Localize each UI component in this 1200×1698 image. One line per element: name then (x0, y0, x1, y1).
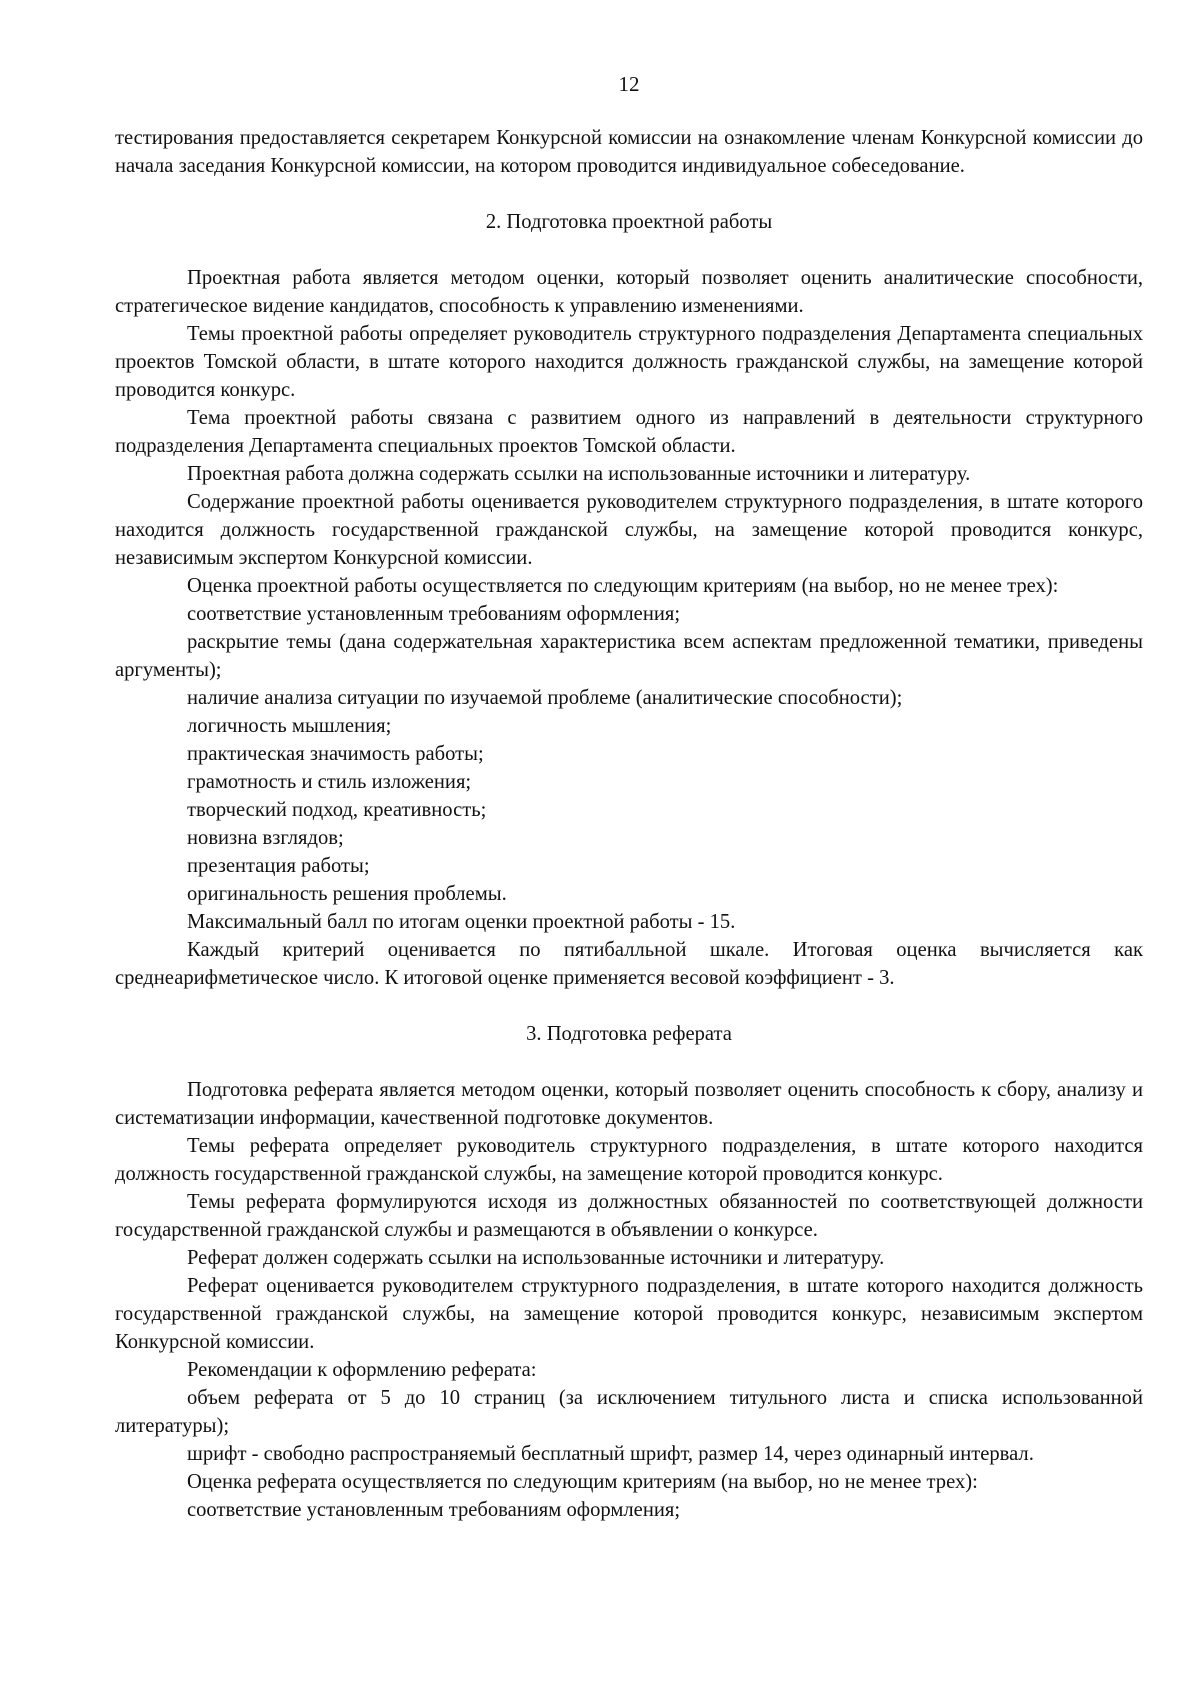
section-3-paragraph: Темы реферата формулируются исходя из должностных обязанностей по соответствующей должности государственной гражданской службы и размещаются в объявлении о конкурсе. (115, 1191, 1143, 1241)
section-3-paragraph: Оценка реферата осуществляется по следующим критериям (на выбор, но не менее трех): (187, 1471, 978, 1493)
section-2-paragraph: Тема проектной работы связана с развитием одного из направлений в деятельности структурного подразделения Департамента специальных проектов Томской области. (115, 407, 1143, 457)
section-3-paragraph: Подготовка реферата является методом оценки, который позволяет оценить способность к сбору, анализу и систематизации информации, качественной подготовке документов. (115, 1079, 1143, 1129)
page-number: 12 (618, 72, 640, 96)
recommendation-list-item: шрифт - свободно распространяемый бесплатный шрифт, размер 14, через одинарный интервал. (187, 1443, 1034, 1465)
criteria-list-item: наличие анализа ситуации по изучаемой проблеме (аналитические способности); (187, 687, 903, 709)
criteria-list-item: соответствие установленным требованиям оформления; (187, 1499, 681, 1521)
intro-paragraph: тестирования предоставляется секретарем Конкурсной комиссии на ознакомление членам Конкурсной комиссии до начала заседания Конкурсной комиссии, на котором проводится индивидуальное собеседование. (115, 127, 1143, 177)
section-3-heading: 3. Подготовка реферата (526, 1023, 732, 1045)
section-2-paragraph: Проектная работа должна содержать ссылки на использованные источники и литературу. (187, 463, 971, 485)
section-2-body (115, 264, 1143, 992)
section-3-body (115, 1076, 1143, 1524)
criteria-list-item: логичность мышления; (187, 715, 392, 737)
criteria-list-item: новизна взглядов; (187, 827, 344, 849)
criteria-list-item: практическая значимость работы; (187, 743, 484, 765)
section-2-paragraph: Максимальный балл по итогам оценки проектной работы - 15. (187, 911, 736, 933)
section-2-paragraph: Каждый критерий оценивается по пятибалльной шкале. Итоговая оценка вычисляется как среднеарифметическое число. К итоговой оценке применяется весовой коэффициент - 3. (115, 939, 1143, 989)
criteria-list-item: раскрытие темы (дана содержательная характеристика всем аспектам предложенной тематики, приведены аргументы); (115, 631, 1143, 681)
section-3-paragraph: Реферат оценивается руководителем структурного подразделения, в штате которого находится должность государственной гражданской службы, на замещение которой проводится конкурс, независимым экспертом Конкурсной комиссии. (115, 1275, 1143, 1353)
section-3-paragraph: Реферат должен содержать ссылки на использованные источники и литературу. (187, 1247, 885, 1269)
section-2-paragraph: Темы проектной работы определяет руководитель структурного подразделения Департамента специальных проектов Томской области, в штате которого находится должность гражданской службы, на замещение которой проводится конкурс. (115, 323, 1143, 401)
section-3-paragraph: Рекомендации к оформлению реферата: (187, 1359, 537, 1381)
criteria-list-item: оригинальность решения проблемы. (187, 883, 507, 905)
section-2-paragraph: Содержание проектной работы оценивается руководителем структурного подразделения, в штате которого находится должность государственной гражданской службы, на замещение которой проводится конкурс, независимым экспертом Конкурсной комиссии. (115, 491, 1143, 569)
section-3-paragraph: Темы реферата определяет руководитель структурного подразделения, в штате которого находится должность государственной гражданской службы, на замещение которой проводится конкурс. (115, 1135, 1143, 1185)
criteria-list-item: грамотность и стиль изложения; (187, 771, 472, 793)
criteria-list-item: презентация работы; (187, 855, 370, 877)
recommendation-list-item: объем реферата от 5 до 10 страниц (за исключением титульного листа и списка использованной литературы); (115, 1387, 1143, 1437)
criteria-list-item: соответствие установленным требованиям оформления; (187, 603, 681, 625)
section-2-paragraph: Проектная работа является методом оценки, который позволяет оценить аналитические способности, стратегическое видение кандидатов, способность к управлению изменениями. (115, 267, 1143, 317)
criteria-list-item: творческий подход, креативность; (187, 799, 487, 821)
section-2-paragraph: Оценка проектной работы осуществляется по следующим критериям (на выбор, но не менее трех): (187, 575, 1059, 597)
section-2-heading: 2. Подготовка проектной работы (485, 211, 773, 233)
page-content (115, 124, 1143, 1524)
